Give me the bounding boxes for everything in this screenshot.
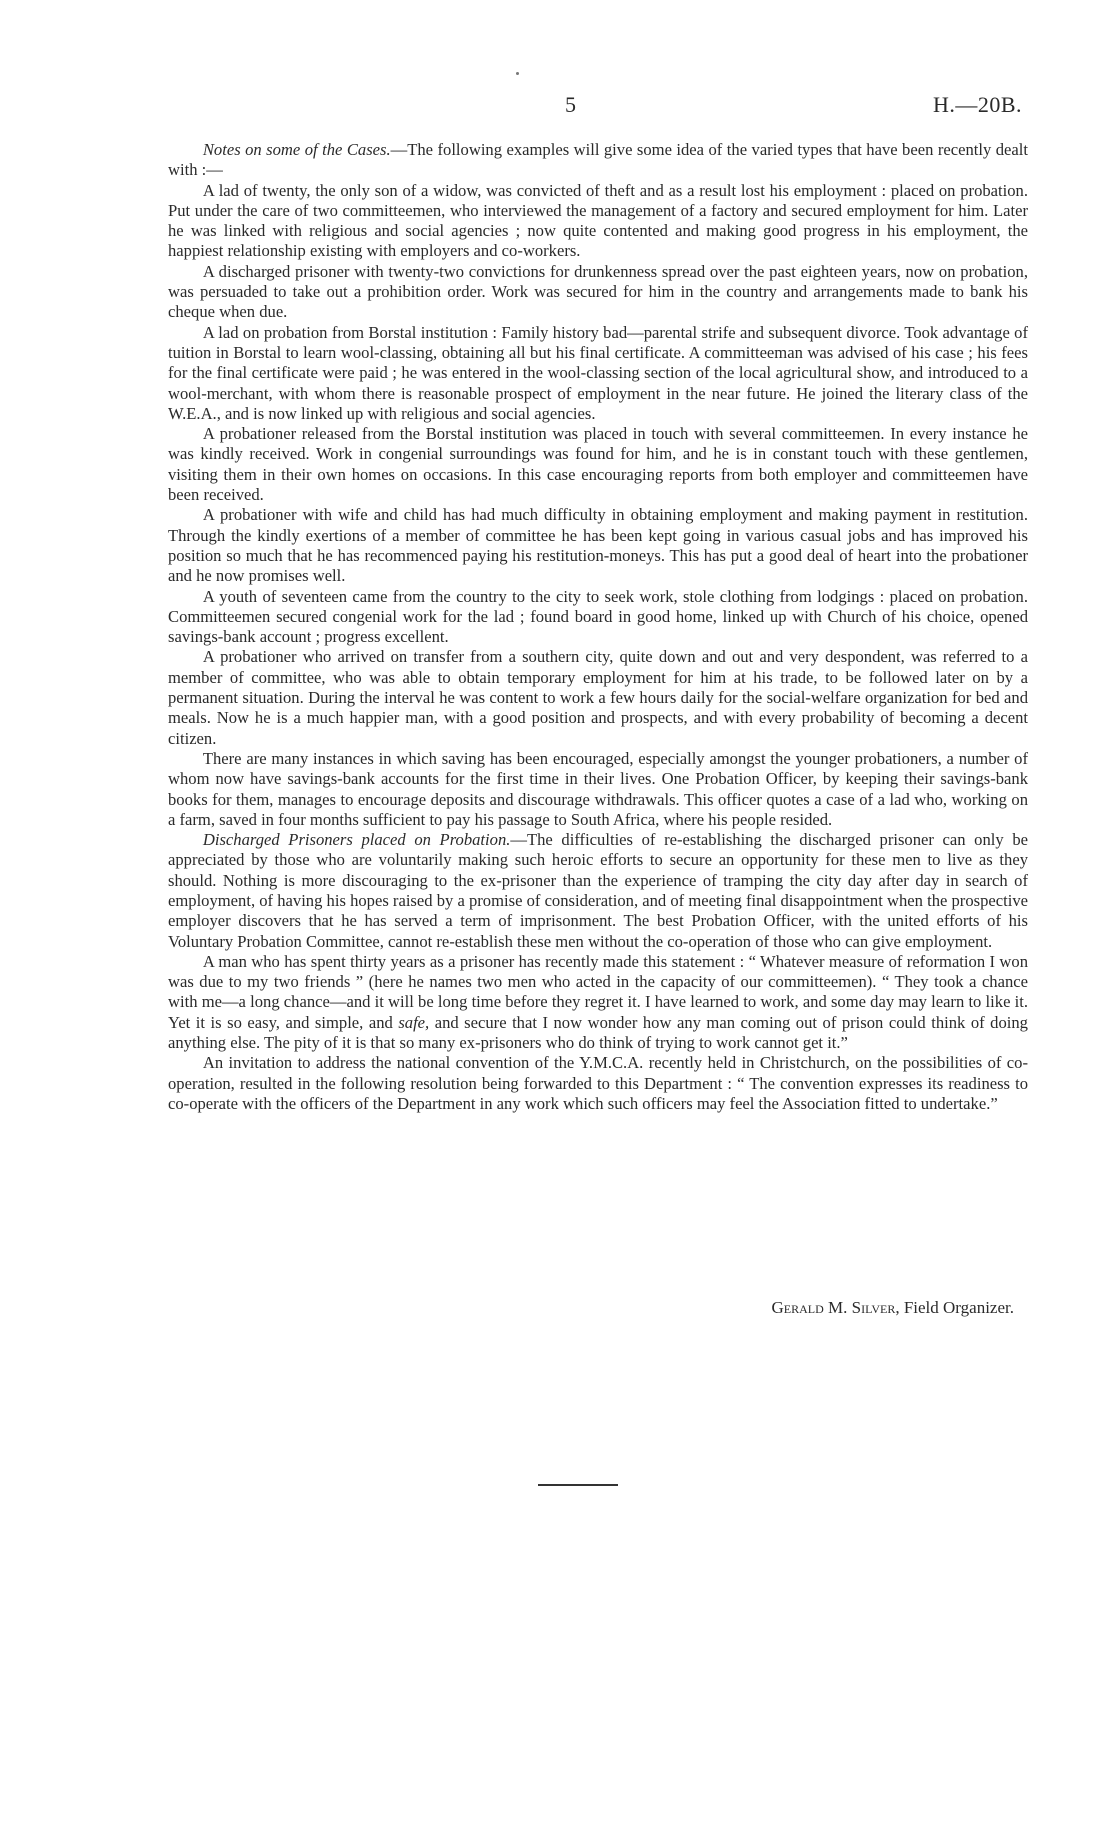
prisoner-quote-paragraph (168, 952, 1028, 1053)
savings-paragraph: There are many instances in which saving has been encouraged, especially amongst the younger probationers, a number of whom now have savings-bank accounts for the first time in their lives. One Probation Officer, by keeping their savings-bank books for them, manages to encourage deposits and discourage withdrawals. This officer quotes a case of a lad who, working on a farm, saved in four months sufficient to pay his passage to South Africa, where his people resided. (168, 748, 1028, 829)
case-paragraph-7: A probationer who arrived on transfer from a southern city, quite down and out and very despondent, was referred to a member of committee, who was able to obtain temporary employment for him at his trade, to be followed later on by a permanent situation. During the interval he was content to work a few hours daily for the social-welfare organization for bed and meals. Now he is a much happier man, with a good position and prospects, and with every probability of becoming a decent citizen. (168, 647, 1028, 748)
page-number: 5 (565, 92, 576, 117)
document-reference: H.—20B. (932, 92, 1022, 117)
notes-heading: Notes on some of the Cases. (202, 140, 391, 159)
case-paragraph-5: A probationer with wife and child has had much difficulty in obtaining employment and making payment in restitution. Through the kindly exertions of a member of committee he has been kept going in various casual jobs and has improved his position so much that he has recommenced paying his restitution-moneys. This has put a good deal of heart into the probationer and he now promises well. (168, 505, 1028, 586)
notes-intro-paragraph (168, 140, 1028, 181)
signatory-title: Field Organizer. (903, 1298, 1014, 1317)
quote-text-part-1: A man who has spent thirty years as a prisoner has recently made this statement : “ Whatever measure of reformation I won was due to my two friends ” (here he names two men who acted in the capacity of our committeemen). “ They took a chance with me—a long chance—and it will be long time before they regret it. I have learned to work, and some day may learn to like it. Yet it is so easy, and simple, and (168, 951, 1028, 1032)
discharged-prisoners-heading: Discharged Prisoners placed on Probation. (202, 830, 511, 850)
signatory-name: Gerald M. Silver, (771, 1298, 900, 1317)
discharged-prisoners-paragraph (168, 830, 1028, 952)
closing-rule (538, 1484, 618, 1486)
case-paragraph-2: A discharged prisoner with twenty-two convictions for drunkenness spread over the past eighteen years, now on probation, was persuaded to take out a prohibition order. Work was secured for him in the country and arrangements made to bank his cheque when due. (168, 261, 1028, 322)
case-paragraph-3: A lad on probation from Borstal institution : Family history bad—parental strife and subsequent divorce. Took advantage of tuition in Borstal to learn wool-classing, obtaining all but his final certificate. A committeeman was advised of his case ; his fees for the final certificate were paid ; he was entered in the wool-classing section of the local agricultural show, and introduced to a wool-merchant, with whom there is reasonable prospect of employment in the near future. He joined the literary class of the W.E.A., and is now linked up with religious and social agencies. (168, 322, 1028, 423)
signature-line (772, 1298, 1015, 1318)
case-paragraph-4: A probationer released from the Borstal institution was placed in touch with several committeemen. In every instance he was kindly received. Work in congenial surroundings was found for him, and he is in constant touch with these gentlemen, visiting them in their own homes on occasions. In this case encouraging reports from both employer and committeemen have been received. (168, 424, 1028, 505)
discharged-prisoners-text: —The difficulties of re-establishing the discharged prisoner can only be appreciated by those who are voluntarily making such heroic efforts to secure an opportunity for these men to live as they should. Nothing is more discouraging to the ex-prisoner than the experience of tramping the city day after day in search of employment, of having his hopes raised by a promise of consideration, and of meeting final disappointment when the prospective employer discovers that he has served a term of imprisonment. The best Probation Officer, with the united efforts of his Voluntary Probation Committee, cannot re-establish these men without the co-operation of those who can give employment. (168, 830, 1028, 951)
quote-italic-word: safe, (398, 1012, 430, 1032)
ymca-paragraph: An invitation to address the national convention of the Y.M.C.A. recently held in Christchurch, on the possibilities of co-operation, resulted in the following resolution being forwarded to this Department : “ The convention expresses its readiness to co-operate with the officers of the Department in any work which such officers may feel the Association fitted to undertake.” (168, 1053, 1028, 1113)
quote-text-part-2: and secure that I now wonder how any man coming out of prison could think of doing anything else. The pity of it is that so many ex-prisoners who do think of trying to work cannot get it.” (168, 1012, 1028, 1053)
body-text (168, 140, 1028, 1114)
print-speck (516, 72, 519, 75)
case-paragraph-1: A lad of twenty, the only son of a widow, was convicted of theft and as a result lost his employment : placed on probation. Put under the care of two committeemen, who interviewed the management of a factory and secured employment for him. Later he was linked with religious and social agencies ; now quite contented and making good progress in his employment, the happiest relationship existing with employers and co-workers. (168, 180, 1028, 261)
notes-intro-text: —The following examples will give some idea of the varied types that have been recently dealt with :— (168, 140, 1028, 180)
case-paragraph-6: A youth of seventeen came from the country to the city to seek work, stole clothing from lodgings : placed on probation. Committeemen secured congenial work for the lad ; found board in good home, linked up with Church of his choice, opened savings-bank account ; progress excellent. (168, 586, 1028, 647)
